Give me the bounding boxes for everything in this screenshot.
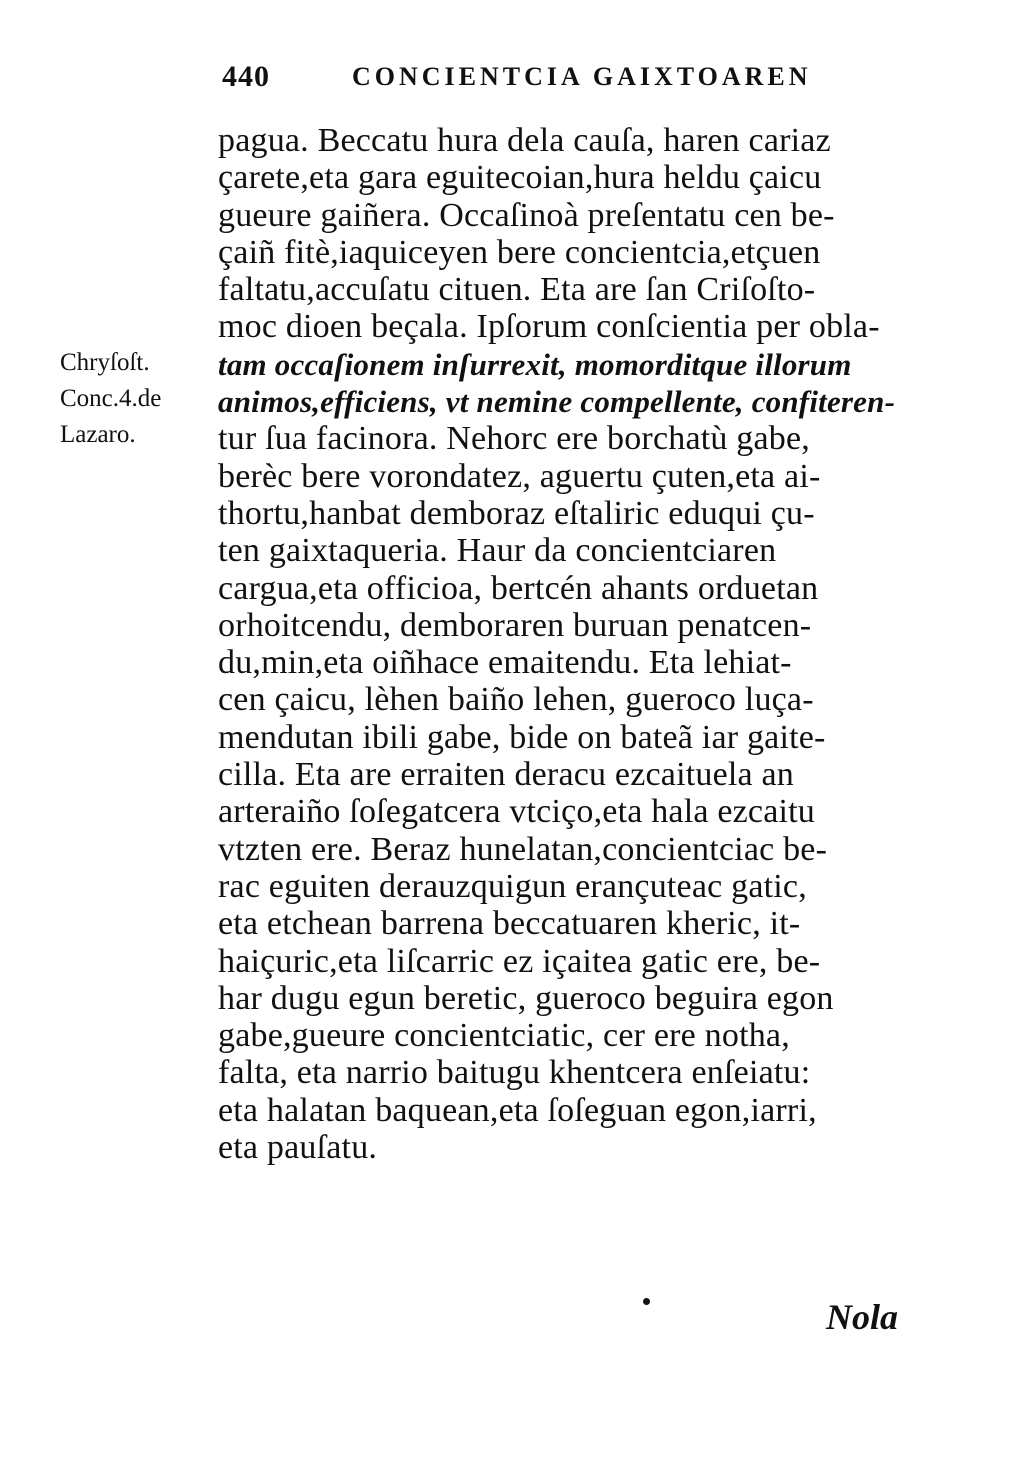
text-line: çarete,eta gara eguitecoian,hura heldu çaicu [218, 159, 822, 197]
body-text [218, 122, 930, 1166]
text-line: arteraiño ſoſegatcera vtciço,eta hala ezcaitu [218, 793, 816, 831]
text-line: rac eguiten derauzquigun erançuteac gatic, [218, 867, 807, 905]
page-header [222, 60, 862, 104]
text-line: cilla. Eta are erraiten deracu ezcaituela an [218, 756, 795, 794]
text-line: vtzten ere. Beraz hunelatan,concientciac be- [218, 830, 828, 868]
text-line: falta, eta narrio baitugu khentcera enſeiatu: [218, 1054, 811, 1092]
text-line: orhoitcendu, demboraren buruan penatcen- [218, 606, 812, 644]
margin-note-line: Conc.4.de [60, 385, 162, 412]
text-line: çaiñ fitè,iaquiceyen bere concientcia,etçuen [218, 233, 821, 271]
margin-note [60, 345, 210, 453]
text-line: cen çaicu, lèhen baiño lehen, gueroco luça- [218, 681, 814, 719]
text-line: moc dioen beçala. Ipſorum conſcientia per obla- [218, 308, 880, 346]
text-line: mendutan ibili gabe, bide on bateã iar gaite- [218, 718, 826, 756]
latin-quote-line: animos,efficiens, vt nemine compellente, confiteren- [218, 384, 896, 420]
margin-note-line: Lazaro. [60, 421, 136, 448]
latin-quote-line: tam occaſionem inſurrexit, momorditque illorum [218, 346, 852, 382]
text-line: haiçuric,eta liſcarric ez içaitea gatic ere, be- [218, 942, 821, 980]
text-line: gabe,gueure concientciatic, cer ere notha, [218, 1017, 790, 1055]
running-title: CONCIENTCIA GAIXTOAREN [352, 62, 812, 91]
page-number: 440 [222, 60, 270, 93]
text-line: eta etchean barrena beccatuaren kheric, it- [218, 905, 801, 943]
printer-mark-dot [643, 1298, 650, 1305]
margin-note-line: Chryſoſt. [60, 349, 150, 376]
text-line: eta halatan baquean,eta ſoſeguan egon,iarri, [218, 1091, 817, 1129]
text-line: har dugu egun beretic, gueroco beguira egon [218, 979, 834, 1017]
text-line: tur ſua facinora. Nehorc ere borchatù gabe, [218, 420, 810, 458]
text-line: cargua,eta officioa, bertcén ahants orduetan [218, 569, 819, 607]
text-line: berèc bere vorondatez, aguertu çuten,eta ai- [218, 457, 821, 495]
text-line: eta pauſatu. [218, 1129, 378, 1167]
text-line: ten gaixtaqueria. Haur da concientciaren [218, 532, 777, 570]
text-line: faltatu,accuſatu cituen. Eta are ſan Criſoſto- [218, 271, 816, 309]
text-line: thortu,hanbat demboraz eſtaliric eduqui çu- [218, 494, 815, 532]
text-line: pagua. Beccatu hura dela cauſa, haren cariaz [218, 122, 831, 159]
catchword: Nola [826, 1297, 898, 1337]
text-line: gueure gaiñera. Occaſinoà preſentatu cen be- [218, 196, 835, 234]
text-line: du,min,eta oiñhace emaitendu. Eta lehiat- [218, 644, 792, 682]
